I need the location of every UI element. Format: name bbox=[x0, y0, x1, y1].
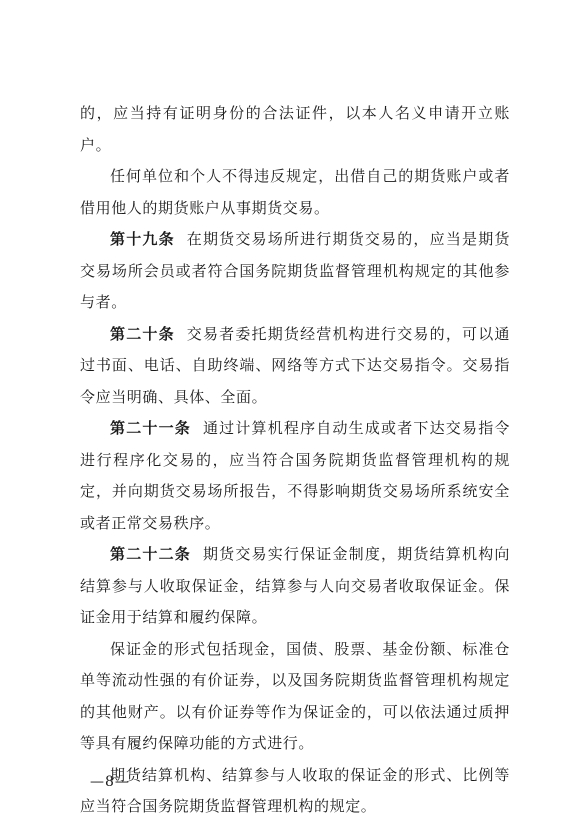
paragraph-2 bbox=[80, 161, 510, 224]
article-heading: 第十九条 bbox=[110, 230, 175, 248]
paragraph-7 bbox=[80, 634, 510, 760]
paragraph-text: 在期货交易场所进行期货交易的，应当是期货交易场所会员或者符合国务院期货监督管理机构规定的其他参与者。 bbox=[80, 230, 510, 311]
page-number: —8— bbox=[90, 774, 130, 790]
article-19 bbox=[80, 224, 510, 319]
paragraph-text: 交易者委托期货经营机构进行交易的，可以通过书面、电话、自助终端、网络等方式下达交易指令。交易指令应当明确、具体、全面。 bbox=[80, 324, 510, 406]
paragraph-text: 的，应当持有证明身份的合法证件，以本人名义申请开立账户。 bbox=[80, 104, 510, 154]
article-heading: 第二十一条 bbox=[110, 419, 191, 437]
paragraph-text: 期货交易实行保证金制度，期货结算机构向结算参与人收取保证金，结算参与人向交易者收取保证金。保证金用于结算和履约保障。 bbox=[80, 545, 510, 626]
article-20 bbox=[80, 319, 510, 414]
article-22 bbox=[80, 539, 510, 634]
article-heading: 第二十二条 bbox=[110, 545, 191, 563]
paragraph-text: 期货结算机构、结算参与人收取的保证金的形式、比例等应当符合国务院期货监督管理机构的规定。 bbox=[80, 765, 510, 815]
document-body bbox=[80, 98, 510, 823]
paragraph-1 bbox=[80, 98, 510, 161]
paragraph-8 bbox=[80, 760, 510, 823]
paragraph-text: 通过计算机程序自动生成或者下达交易指令进行程序化交易的，应当符合国务院期货监督管理机构的规定，并向期货交易场所报告，不得影响期货交易场所系统安全或者正常交易秩序。 bbox=[80, 419, 510, 532]
article-21 bbox=[80, 413, 510, 539]
paragraph-text: 保证金的形式包括现金，国债、股票、基金份额、标准仓单等流动性强的有价证券，以及国务院期货监督管理机构规定的其他财产。以有价证券等作为保证金的，可以依法通过质押等具有履约保障功能的方式进行。 bbox=[80, 639, 510, 752]
paragraph-text: 任何单位和个人不得违反规定，出借自己的期货账户或者借用他人的期货账户从事期货交易。 bbox=[80, 167, 510, 217]
article-heading: 第二十条 bbox=[110, 324, 175, 343]
